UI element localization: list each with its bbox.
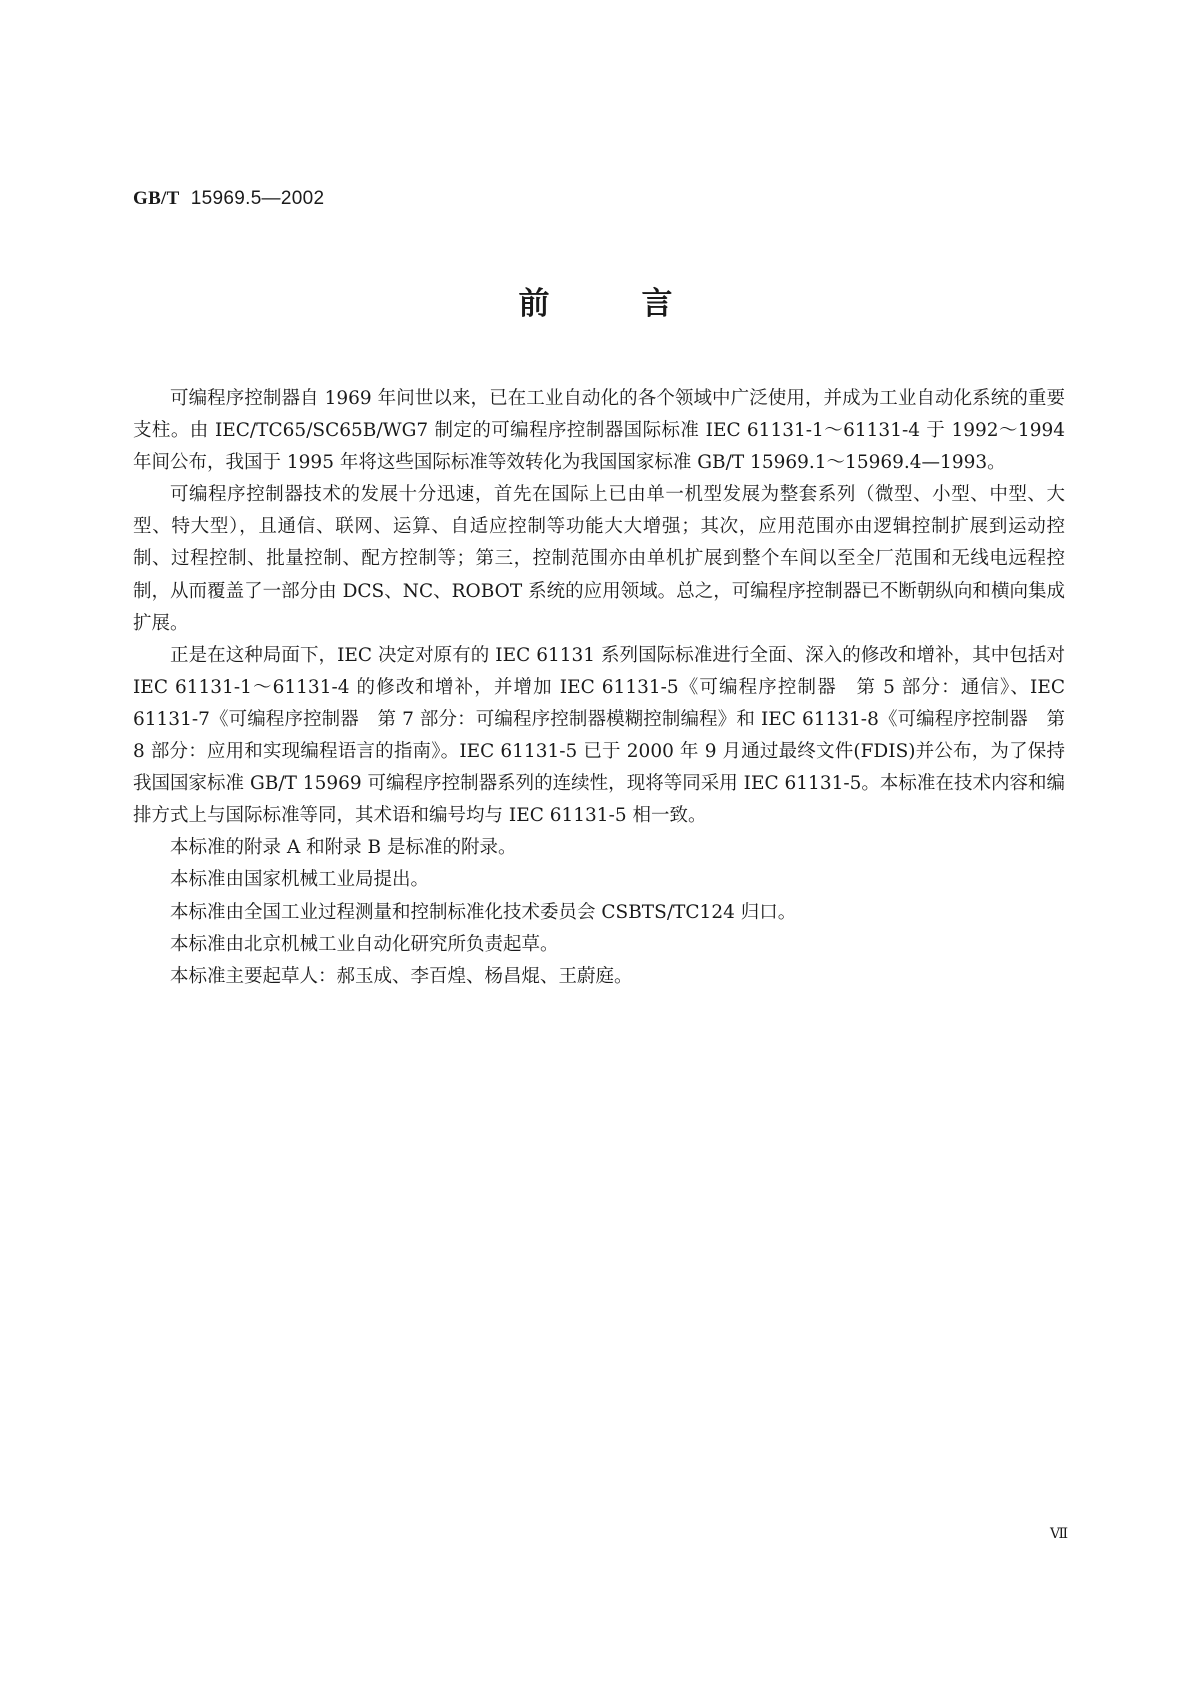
page-title <box>0 278 1191 323</box>
foreword-body <box>133 383 1065 993</box>
paragraph-iec-revision: 正是在这种局面下，IEC 决定对原有的 IEC 61131 系列国际标准进行全面、深入的修改和增补，其中包括对 IEC 61131-1～61131-4 的修改和增补，并增加 IEC 61131-5《可编程序控制器 第 5 部分：通信》、IEC 61131-7《可编程序控制器 第 7 部分：可编程序控制器模糊控制编程》和 IEC 61131-8《可编程序控制器 第 8 部分：应用和实现编程语言的指南》。IEC 61131-5 已于 2000 年 9 月通过最终文件(FDIS)并公布，为了保持我国国家标准 GB/T 15969 可编程序控制器系列的连续性，现将等同采用 IEC 61131-5。本标准在技术内容和编排方式上与国际标准等同，其术语和编号均与 IEC 61131-5 相一致。 <box>133 644 1065 827</box>
page-number: Ⅶ <box>1050 1526 1069 1542</box>
paragraph-development: 可编程序控制器技术的发展十分迅速，首先在国际上已由单一机型发展为整套系列（微型、小型、中型、大型、特大型），且通信、联网、运算、自适应控制等功能大大增强；其次，应用范围亦由逻辑控制扩展到运动控制、过程控制、批量控制、配方控制等；第三，控制范围亦由单机扩展到整个车间以至全厂范围和无线电远程控制，从而覆盖了一部分由 DCS、NC、ROBOT 系统的应用领域。总之，可编程序控制器已不断朝纵向和横向集成扩展。 <box>133 484 1065 634</box>
paragraph-drafted-by: 本标准由北京机械工业自动化研究所负责起草。 <box>170 933 559 955</box>
standard-number: 15969.5—2002 <box>190 188 325 209</box>
paragraph-proposed-by: 本标准由国家机械工业局提出。 <box>170 869 430 891</box>
paragraph-centralized-by: 本标准由全国工业过程测量和控制标准化技术委员会 CSBTS/TC124 归口。 <box>170 901 797 923</box>
standard-code-header <box>133 188 324 210</box>
paragraph-appendix: 本标准的附录 A 和附录 B 是标准的附录。 <box>170 837 517 859</box>
title-char-2: 言 <box>641 286 673 322</box>
paragraph-history: 可编程序控制器自 1969 年问世以来，已在工业自动化的各个领域中广泛使用，并成为工业自动化系统的重要支柱。由 IEC/TC65/SC65B/WG7 制定的可编程序控制器国际标准 IEC 61131-1～61131-4 于 1992～1994 年间公布，我国于 1995 年将这些国际标准等效转化为我国国家标准 GB/T 15969.1～15969.4—1993。 <box>133 388 1065 474</box>
title-char-1: 前 <box>518 286 550 322</box>
paragraph-drafters: 本标准主要起草人：郝玉成、李百煌、杨昌焜、王蔚庭。 <box>170 965 633 987</box>
standard-prefix: GB/T <box>133 188 180 209</box>
